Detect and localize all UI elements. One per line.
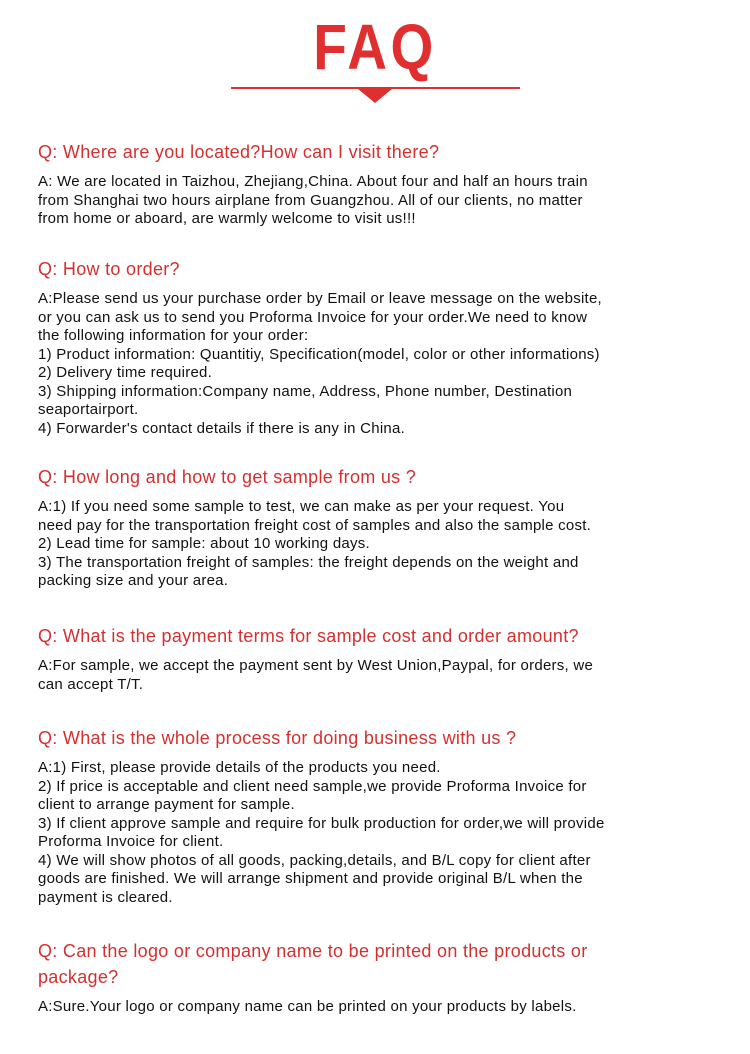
faq-question: Q: What is the payment terms for sample cost and order amount? — [38, 626, 579, 646]
faq-item-payment — [38, 624, 593, 694]
faq-item-location — [38, 140, 588, 229]
answer-line: seaportairport. — [38, 401, 139, 418]
answer-line: 3) If client approve sample and require for bulk production for order,we will provide — [38, 814, 605, 832]
answer-line: the following information for your order: — [38, 327, 309, 344]
answer-line: from Shanghai two hours airplane from Guangzhou. All of our clients, no matter — [38, 191, 583, 209]
faq-answer — [38, 498, 591, 591]
answer-line: 1) Product information: Quantitiy, Specification(model, color or other informations) — [38, 345, 600, 363]
answer-line: A: We are located in Taizhou, Zhejiang,China. About four and half an hours train — [38, 173, 588, 190]
faq-question: Q: How long and how to get sample from us ? — [38, 467, 417, 487]
faq-answer — [38, 657, 593, 694]
answer-line: from home or aboard, are warmly welcome to visit us!!! — [38, 210, 416, 227]
question-line: Q: Can the logo or company name to be printed on the products or — [38, 941, 588, 961]
faq-answer — [38, 759, 605, 907]
answer-line: goods are finished. We will arrange shipment and provide original B/L when the — [38, 870, 583, 887]
answer-line: Proforma Invoice for client. — [38, 833, 224, 850]
faq-question: Q: How to order? — [38, 259, 180, 279]
faq-question: Q: What is the whole process for doing business with us ? — [38, 728, 517, 748]
answer-line: A:1) If you need some sample to test, we can make as per your request. You — [38, 498, 565, 515]
title-pointer-triangle — [358, 89, 392, 103]
faq-answer — [38, 290, 602, 438]
faq-item-sample — [38, 465, 591, 591]
answer-line: packing size and your area. — [38, 572, 229, 589]
question-line: package? — [38, 967, 119, 987]
answer-line: or you can ask us to send you Proforma Invoice for your order.We need to know — [38, 308, 588, 326]
answer-line: 2) Lead time for sample: about 10 working days. — [38, 535, 370, 552]
faq-item-logo — [38, 938, 588, 1017]
faq-item-process — [38, 726, 605, 907]
faq-question: Q: Where are you located?How can I visit there? — [38, 142, 440, 162]
faq-answer — [38, 998, 588, 1017]
answer-line: A:Please send us your purchase order by Email or leave message on the website, — [38, 290, 602, 307]
answer-line: 2) Delivery time required. — [38, 364, 213, 381]
faq-item-order — [38, 257, 602, 438]
answer-line: can accept T/T. — [38, 675, 144, 693]
answer-line: need pay for the transportation freight cost of samples and also the sample cost. — [38, 516, 592, 534]
answer-line: A:Sure.Your logo or company name can be printed on your products by labels. — [38, 998, 577, 1015]
answer-line: 4) Forwarder's contact details if there is any in China. — [38, 419, 406, 437]
answer-line: 3) The transportation freight of samples: the freight depends on the weight and — [38, 553, 579, 571]
answer-line: 4) We will show photos of all goods, packing,details, and B/L copy for client after — [38, 851, 591, 869]
faq-question — [38, 938, 588, 990]
faq-answer — [38, 173, 588, 229]
page-title: FAQ — [313, 11, 437, 83]
answer-line: payment is cleared. — [38, 888, 173, 906]
answer-line: A:For sample, we accept the payment sent by West Union,Paypal, for orders, we — [38, 657, 594, 674]
answer-line: A:1) First, please provide details of the products you need. — [38, 759, 441, 776]
answer-line: client to arrange payment for sample. — [38, 796, 295, 813]
answer-line: 3) Shipping information:Company name, Address, Phone number, Destination — [38, 382, 573, 400]
faq-header — [0, 0, 750, 120]
answer-line: 2) If price is acceptable and client need sample,we provide Proforma Invoice for — [38, 777, 587, 795]
